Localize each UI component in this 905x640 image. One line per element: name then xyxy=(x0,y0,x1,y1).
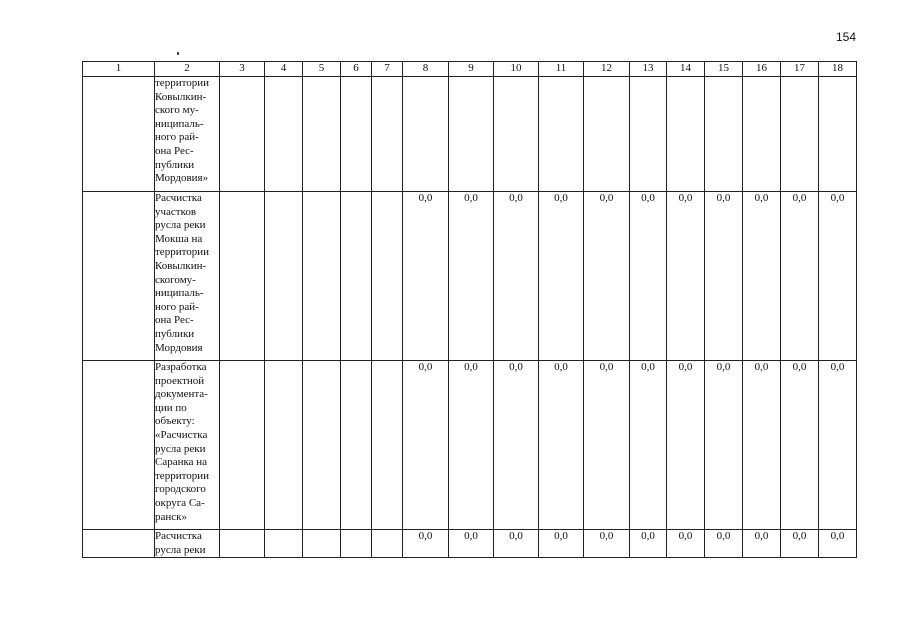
row-cell xyxy=(83,530,155,558)
column-numbers-row xyxy=(83,62,857,77)
row-cell xyxy=(83,77,155,192)
value-cell: 0,0 xyxy=(403,361,449,530)
value-cell xyxy=(449,77,494,192)
value-cell: 0,0 xyxy=(705,192,743,361)
row-cell xyxy=(220,361,265,530)
value-cell: 0,0 xyxy=(630,192,667,361)
row-cell xyxy=(341,530,372,558)
value-cell xyxy=(819,77,857,192)
value-cell: 0,0 xyxy=(403,192,449,361)
value-cell xyxy=(584,77,630,192)
value-cell: 0,0 xyxy=(539,361,584,530)
column-number: 11 xyxy=(539,62,584,77)
table-row xyxy=(83,77,857,192)
row-cell xyxy=(372,77,403,192)
value-cell: 0,0 xyxy=(494,192,539,361)
value-cell: 0,0 xyxy=(781,361,819,530)
table-row xyxy=(83,361,857,530)
value-cell xyxy=(630,77,667,192)
row-description: Расчистка участков русла реки Мокша на территории Ковылкин- скогому- ниципаль- ного рай- она Рес- публики Мордовия xyxy=(155,192,220,361)
row-description: Расчистка русла реки xyxy=(155,530,220,558)
value-cell: 0,0 xyxy=(584,192,630,361)
value-cell: 0,0 xyxy=(743,530,781,558)
value-cell xyxy=(667,77,705,192)
column-number: 17 xyxy=(781,62,819,77)
value-cell: 0,0 xyxy=(819,530,857,558)
value-cell: 0,0 xyxy=(667,361,705,530)
column-number: 12 xyxy=(584,62,630,77)
page-number: 154 xyxy=(836,30,857,44)
table-row xyxy=(83,530,857,558)
value-cell: 0,0 xyxy=(449,192,494,361)
row-cell xyxy=(220,77,265,192)
row-cell xyxy=(220,530,265,558)
value-cell: 0,0 xyxy=(494,530,539,558)
value-cell: 0,0 xyxy=(667,192,705,361)
column-number: 5 xyxy=(303,62,341,77)
column-number: 15 xyxy=(705,62,743,77)
row-cell xyxy=(372,192,403,361)
table-row xyxy=(83,192,857,361)
column-number: 2 xyxy=(155,62,220,77)
scan-mark xyxy=(177,52,179,55)
value-cell xyxy=(705,77,743,192)
value-cell: 0,0 xyxy=(667,530,705,558)
value-cell: 0,0 xyxy=(781,192,819,361)
column-number: 18 xyxy=(819,62,857,77)
row-cell xyxy=(303,192,341,361)
value-cell: 0,0 xyxy=(630,530,667,558)
row-description: территории Ковылкин- ского му- ниципаль- ного рай- она Рес- публики Мордовия» xyxy=(155,77,220,192)
value-cell: 0,0 xyxy=(781,530,819,558)
row-cell xyxy=(303,530,341,558)
row-cell xyxy=(341,77,372,192)
column-number: 13 xyxy=(630,62,667,77)
column-number: 10 xyxy=(494,62,539,77)
budget-table xyxy=(82,61,857,558)
value-cell: 0,0 xyxy=(705,530,743,558)
value-cell: 0,0 xyxy=(630,361,667,530)
column-number: 16 xyxy=(743,62,781,77)
value-cell: 0,0 xyxy=(539,530,584,558)
value-cell: 0,0 xyxy=(449,361,494,530)
row-cell xyxy=(372,530,403,558)
column-number: 7 xyxy=(372,62,403,77)
column-number: 4 xyxy=(265,62,303,77)
column-number: 3 xyxy=(220,62,265,77)
value-cell xyxy=(781,77,819,192)
value-cell xyxy=(539,77,584,192)
row-cell xyxy=(341,192,372,361)
row-cell xyxy=(265,192,303,361)
column-number: 9 xyxy=(449,62,494,77)
value-cell: 0,0 xyxy=(743,361,781,530)
row-cell xyxy=(341,361,372,530)
row-cell xyxy=(265,530,303,558)
row-cell xyxy=(220,192,265,361)
value-cell: 0,0 xyxy=(584,361,630,530)
value-cell: 0,0 xyxy=(584,530,630,558)
column-number: 6 xyxy=(341,62,372,77)
value-cell: 0,0 xyxy=(819,192,857,361)
value-cell: 0,0 xyxy=(494,361,539,530)
column-number: 14 xyxy=(667,62,705,77)
value-cell: 0,0 xyxy=(539,192,584,361)
value-cell: 0,0 xyxy=(819,361,857,530)
row-cell xyxy=(303,77,341,192)
column-number: 1 xyxy=(83,62,155,77)
row-cell xyxy=(265,77,303,192)
row-cell xyxy=(303,361,341,530)
value-cell: 0,0 xyxy=(449,530,494,558)
row-cell xyxy=(83,192,155,361)
row-cell xyxy=(265,361,303,530)
row-description: Разработка проектной документа- ции по объекту: «Расчистка русла реки Саранка на территории городского округа Са- ранск» xyxy=(155,361,220,530)
value-cell xyxy=(494,77,539,192)
value-cell: 0,0 xyxy=(403,530,449,558)
value-cell xyxy=(403,77,449,192)
column-number: 8 xyxy=(403,62,449,77)
value-cell xyxy=(743,77,781,192)
value-cell: 0,0 xyxy=(705,361,743,530)
value-cell: 0,0 xyxy=(743,192,781,361)
row-cell xyxy=(83,361,155,530)
row-cell xyxy=(372,361,403,530)
